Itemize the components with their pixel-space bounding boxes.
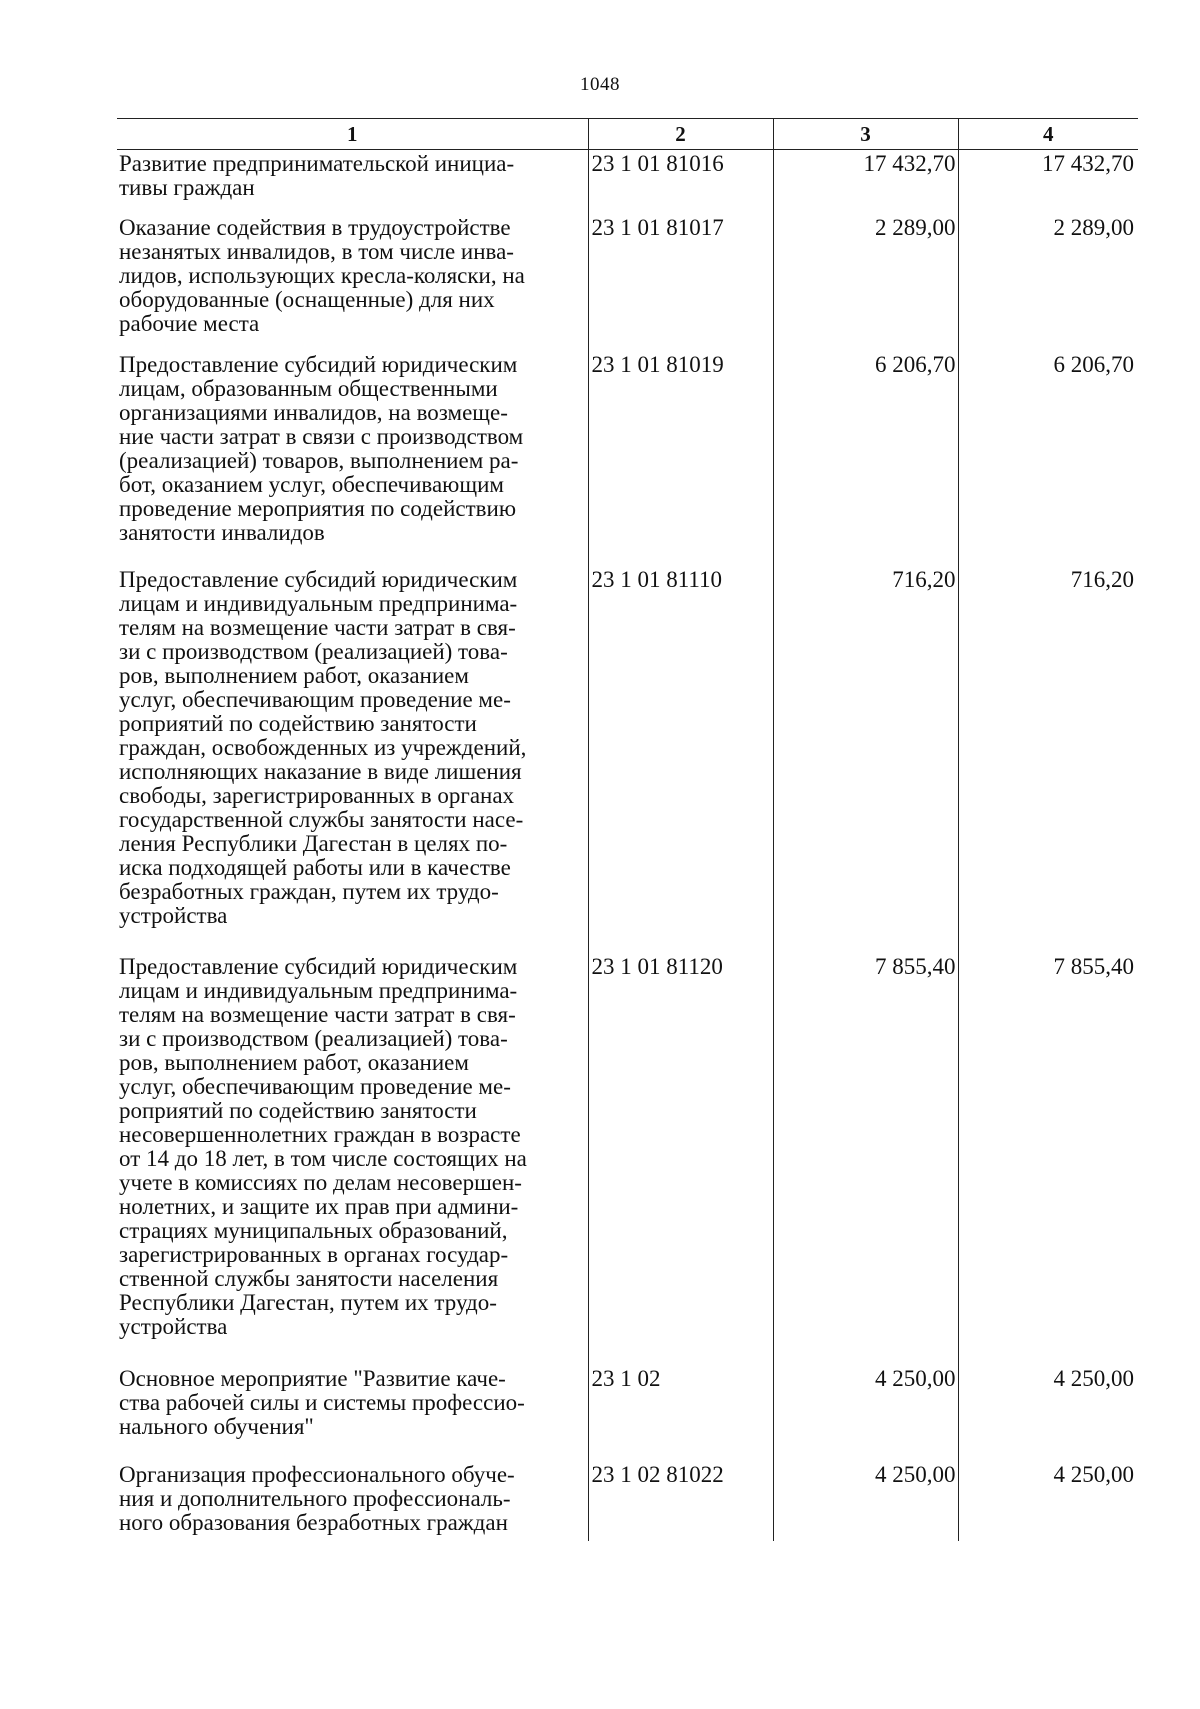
- row-code: 23 1 01 81120: [588, 953, 773, 1365]
- table-row: [117, 214, 1138, 351]
- row-name: Развитие предпринимательской инициа- тивы граждан: [119, 151, 515, 200]
- budget-table: [117, 118, 1138, 1541]
- row-value-3: 4 250,00: [773, 1461, 958, 1541]
- row-name-cell: [117, 1461, 588, 1541]
- table-row: [117, 150, 1138, 214]
- row-value-3: 2 289,00: [773, 214, 958, 351]
- row-name: Организация профессионального обуче- ния и дополнительного профессиональ- ного образования безработных граждан: [119, 1461, 515, 1535]
- page-number: 1048: [580, 74, 620, 95]
- row-name-cell: [117, 214, 588, 351]
- row-value-4: 17 432,70: [958, 150, 1138, 214]
- row-code: 23 1 02: [588, 1365, 773, 1461]
- column-header-2: 2: [588, 119, 773, 150]
- row-name-cell: [117, 1365, 588, 1461]
- row-code: 23 1 01 81019: [588, 351, 773, 566]
- column-header-1: 1: [117, 119, 588, 150]
- row-value-4: 6 206,70: [958, 351, 1138, 566]
- table-row: [117, 566, 1138, 953]
- table-row: [117, 1461, 1138, 1541]
- header-row: [117, 119, 1138, 150]
- row-value-3: 7 855,40: [773, 953, 958, 1365]
- row-code: 23 1 02 81022: [588, 1461, 773, 1541]
- row-code: 23 1 01 81017: [588, 214, 773, 351]
- row-name: Оказание содействия в трудоустройстве незанятых инвалидов, в том числе инва- лидов, использующих кресла-коляски, на оборудованные (оснащенные) для них рабочие места: [119, 214, 525, 336]
- row-name-cell: [117, 566, 588, 953]
- row-value-3: 6 206,70: [773, 351, 958, 566]
- row-value-4: 7 855,40: [958, 953, 1138, 1365]
- row-name: Предоставление субсидий юридическим лицам и индивидуальным предпринима- телям на возмещение части затрат в свя- зи с производством (реализацией) това- ров, выполнением работ, оказанием услуг, обеспечивающим проведение ме- роприятий по содействию занятости граждан, освобожденных из учреждений, исполняющих наказание в виде лишения свободы, зарегистрированных в органах государственной службы занятости насе- ления Республики Дагестан в целях по- иска подходящей работы или в качестве безработных граждан, путем их трудо- устройства: [119, 566, 527, 928]
- row-name: Предоставление субсидий юридическим лицам и индивидуальным предпринима- телям на возмещение части затрат в свя- зи с производством (реализацией) това- ров, выполнением работ, оказанием услуг, обеспечивающим проведение ме- роприятий по содействию занятости несовершеннолетних граждан в возрасте от 14 до 18 лет, в том числе состоящих на учете в комиссиях по делам несовершен- нолетних, и защите их прав при админи- страциях муниципальных образований, зарегистрированных в органах государ- ственной службы занятости населения Республики Дагестан, путем их трудо- устройства: [119, 953, 527, 1339]
- row-value-4: 4 250,00: [958, 1365, 1138, 1461]
- row-value-4: 4 250,00: [958, 1461, 1138, 1541]
- row-value-3: 4 250,00: [773, 1365, 958, 1461]
- table-row: [117, 1365, 1138, 1461]
- row-name-cell: [117, 150, 588, 214]
- row-name: Основное мероприятие "Развитие каче- ства рабочей силы и системы профессио- нального обучения": [119, 1365, 525, 1439]
- column-header-3: 3: [773, 119, 958, 150]
- row-value-4: 716,20: [958, 566, 1138, 953]
- table-body: [117, 150, 1138, 1541]
- row-name-cell: [117, 953, 588, 1365]
- row-name-cell: [117, 351, 588, 566]
- row-code: 23 1 01 81016: [588, 150, 773, 214]
- row-value-3: 17 432,70: [773, 150, 958, 214]
- row-value-3: 716,20: [773, 566, 958, 953]
- table-header: [117, 119, 1138, 150]
- table-row: [117, 351, 1138, 566]
- row-code: 23 1 01 81110: [588, 566, 773, 953]
- row-name: Предоставление субсидий юридическим лицам, образованным общественными организациями инвалидов, на возмеще- ние части затрат в связи с производством (реализацией) товаров, выполнением ра- бот, оказанием услуг, обеспечивающим проведение мероприятия по содействию занятости инвалидов: [119, 351, 524, 545]
- row-value-4: 2 289,00: [958, 214, 1138, 351]
- column-header-4: 4: [958, 119, 1138, 150]
- table-row: [117, 953, 1138, 1365]
